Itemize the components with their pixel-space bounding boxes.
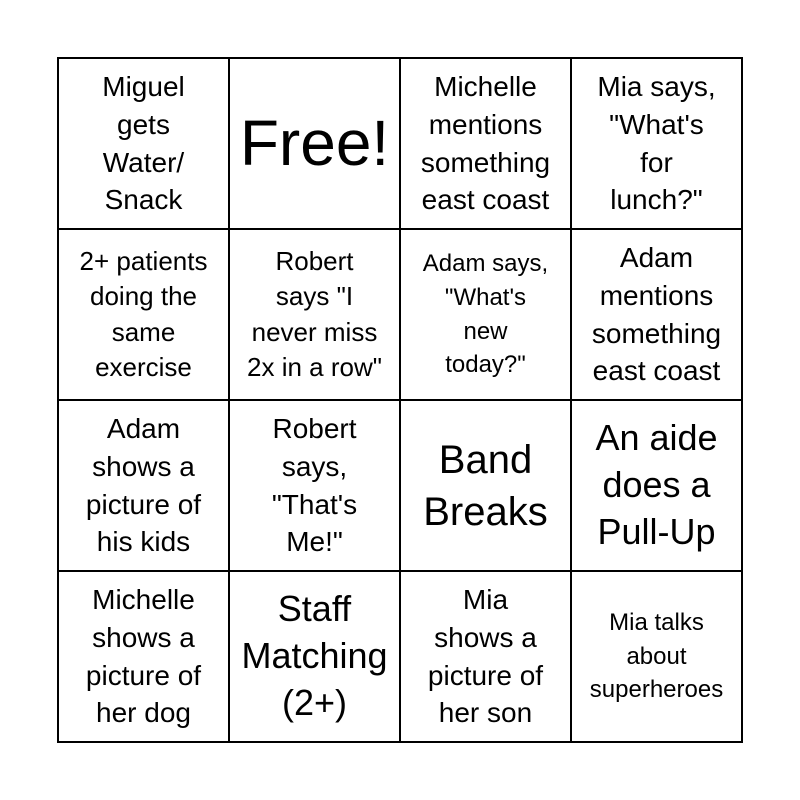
cell-text: Mia says, "What's for lunch?"	[597, 70, 716, 216]
bingo-cell[interactable]	[401, 401, 572, 572]
cell-text: Miguel gets Water/ Snack	[102, 70, 185, 216]
cell-text: Adam says, "What's new today?"	[422, 250, 549, 379]
free-cell[interactable]	[230, 59, 401, 230]
bingo-cell[interactable]	[572, 572, 743, 743]
cell-text: An aide does a Pull-Up	[595, 417, 718, 552]
bingo-cell[interactable]	[230, 572, 401, 743]
bingo-cell[interactable]	[401, 59, 572, 230]
bingo-cell[interactable]	[230, 401, 401, 572]
bingo-cell[interactable]	[230, 230, 401, 401]
cell-text: 2+ patients doing the same exercise	[79, 246, 208, 382]
bingo-cell[interactable]	[401, 230, 572, 401]
cell-text: Adam shows a picture of his kids	[85, 412, 202, 558]
cell-text: Free!	[239, 106, 390, 179]
cell-text: Michelle mentions something east coast	[420, 70, 551, 216]
cell-text: Staff Matching (2+)	[241, 588, 388, 723]
cell-text: Band Breaks	[423, 437, 548, 534]
bingo-cell[interactable]	[59, 401, 230, 572]
cell-text: Mia shows a picture of her son	[427, 583, 544, 729]
cell-text: Adam mentions something east coast	[591, 241, 722, 387]
bingo-board	[57, 57, 743, 743]
cell-text: Robert says "I never miss 2x in a row"	[247, 246, 382, 382]
bingo-cell[interactable]	[572, 59, 743, 230]
cell-text: Mia talks about superheroes	[589, 609, 724, 704]
bingo-cell[interactable]	[572, 230, 743, 401]
bingo-cell[interactable]	[59, 230, 230, 401]
bingo-cell[interactable]	[401, 572, 572, 743]
bingo-cell[interactable]	[59, 59, 230, 230]
bingo-cell[interactable]	[59, 572, 230, 743]
bingo-cell[interactable]	[572, 401, 743, 572]
cell-text: Robert says, "That's Me!"	[271, 412, 358, 558]
cell-text: Michelle shows a picture of her dog	[85, 583, 202, 729]
